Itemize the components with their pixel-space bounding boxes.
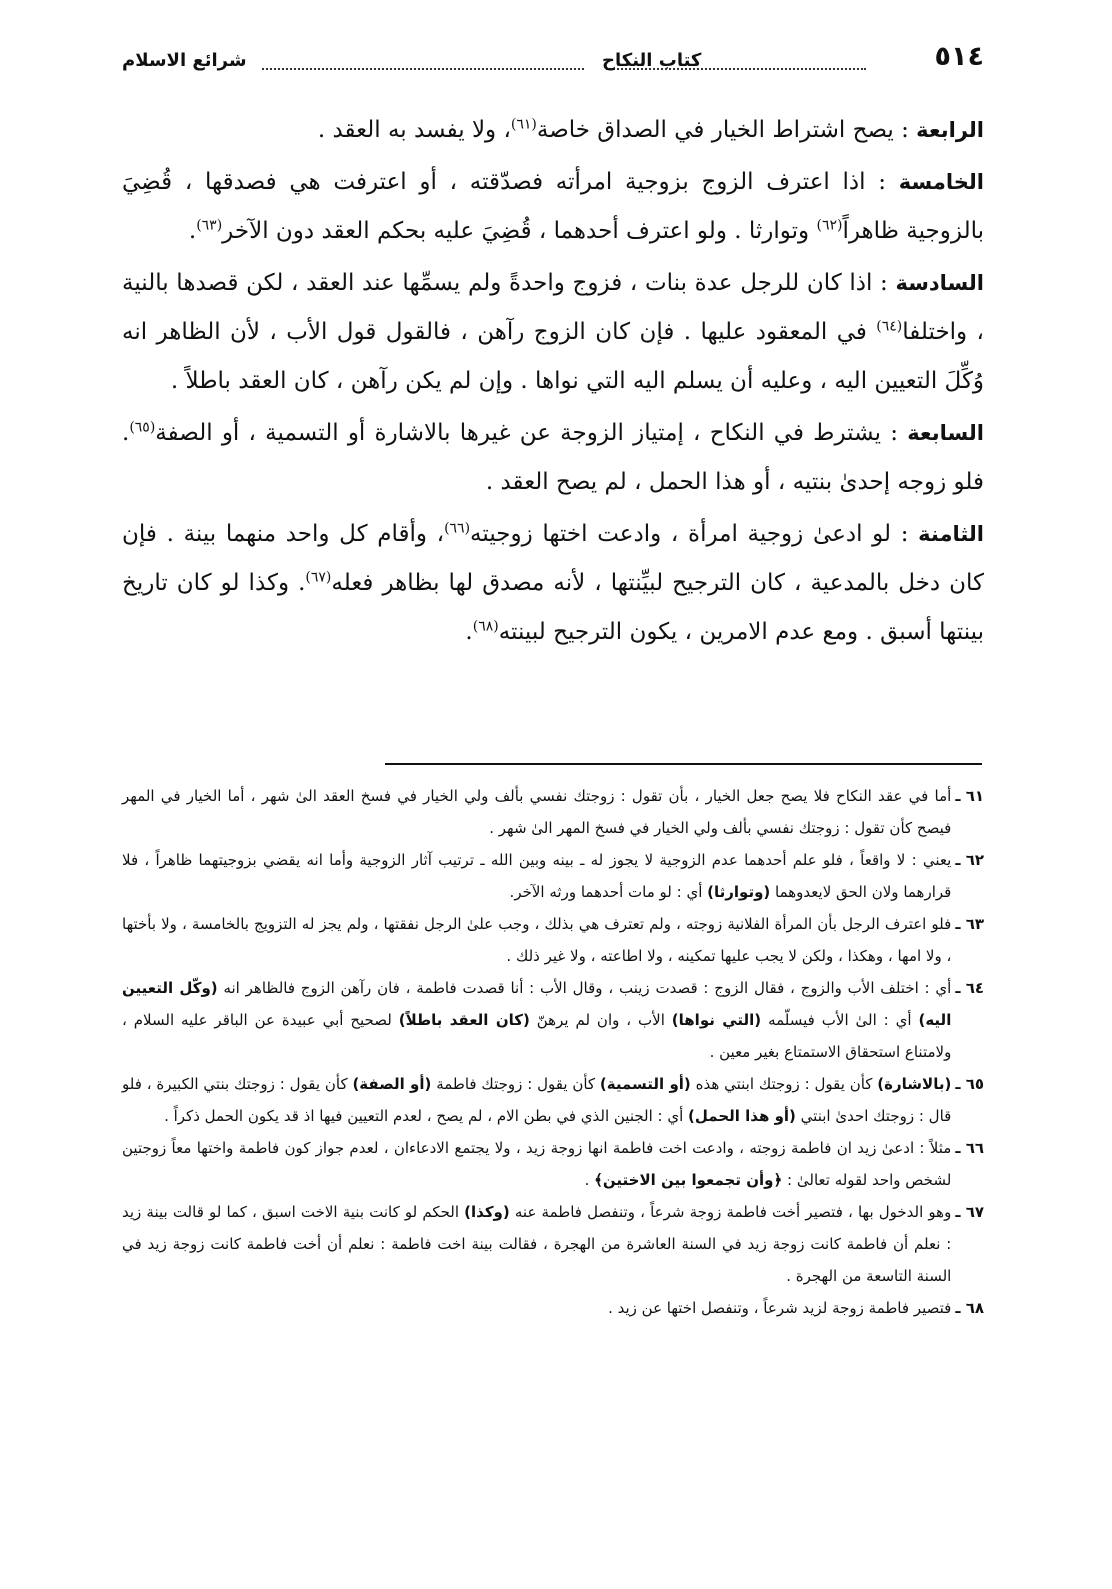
footnote-number: ٦٥ ـ (955, 1075, 984, 1093)
paragraph-text: . (465, 619, 473, 645)
footnote-text (122, 972, 951, 1068)
paragraph-text: . فلو زوجه إحدىٰ بنتيه ، أو هذا الحمل ، لم يصح العقد . (122, 420, 984, 495)
footnote-bold-quote: (كان العقد باطلاً) (398, 1011, 530, 1029)
footnote-text (122, 1132, 951, 1196)
paragraph-text: . وكذا لو كان تاريخ بينتها أسبق . ومع عدم الامرين ، يكون الترجيح لبينته (122, 570, 984, 645)
header-dots-left (262, 68, 584, 70)
footnote-bold-quote: (وتوارثا) (707, 883, 771, 901)
footnote-run: أي : اختلف الأب والزوج ، فقال الزوج : قصدت زينب ، وقال الأب : أنا قصدت فاطمة ، فان رآهن الزوج فالظاهر انه (217, 979, 952, 997)
footnote-number: ٦٢ ـ (955, 851, 984, 869)
footnote-ref: (٦١) (510, 116, 537, 133)
running-header (122, 41, 984, 84)
footnote-number: ٦٨ ـ (955, 1299, 984, 1317)
paragraph-lead: الرابعة (916, 118, 984, 142)
footnote-text (122, 1196, 951, 1292)
paragraph (122, 409, 984, 507)
footnote-bold-quote: (أو التسمية) (599, 1075, 691, 1093)
footnote-ref: (٦٤) (876, 318, 903, 335)
footnote-bold-quote: ﴿وأن تجمعوا بين الاختين﴾ (594, 1171, 783, 1189)
footnote-bold-quote: (وكذا) (464, 1203, 510, 1221)
main-text (122, 106, 984, 660)
footnote-run: الحكم لو كانت بنية الاخت اسبق ، كما لو قالت بينة زيد : نعلم أن فاطمة كانت زوجة زيد في السنة العاشرة من الهجرة ، فقالت بينة اخت فاطمة : نعلم أن أخت فاطمة كانت زوجة زيد في السنة التاسعة من الهجرة . (122, 1203, 952, 1285)
paragraph (122, 158, 984, 256)
paragraph-lead: الخامسة (898, 170, 984, 194)
footnote-bold-quote: (بالاشارة) (877, 1075, 952, 1093)
paragraph (122, 106, 984, 155)
footnote-ref: (٦٢) (816, 217, 843, 234)
footnote-ref: (٦٦) (444, 520, 471, 537)
footnote-run: أي : لو مات أحدهما ورثه الآخر. (509, 883, 708, 901)
footnotes (122, 780, 984, 1324)
paragraph-lead: الثامنة (918, 522, 984, 546)
paragraph-lead: السادسة (895, 271, 984, 295)
footnote (122, 972, 984, 1068)
footnote-ref: (٦٥) (129, 419, 156, 436)
footnote-run: فتصير فاطمة زوجة لزيد شرعاً ، وتنفصل اختها عن زيد . (608, 1299, 952, 1317)
footnote-run: أي : الجنين الذي في بطن الام ، لم يصح ، لعدم التعيين فيها اذ قد يكون الحمل ذكراً . (164, 1107, 689, 1125)
footnote (122, 780, 984, 844)
footnote-run: أي : الىٰ الأب فيسلّمه (761, 1011, 919, 1029)
footnote-ref: (٦٣) (196, 217, 223, 234)
footnote-separator (385, 763, 982, 765)
footnote-bold-quote: (أو هذا الحمل) (688, 1107, 796, 1125)
series-title: شرائع الاسلام (122, 50, 247, 71)
footnote-run: أما في عقد النكاح فلا يصح جعل الخيار ، بأن تقول : زوجتك نفسي بألف ولي الخيار في فسخ العقد الىٰ شهر ، أما الخيار في المهر فيصح كأن تقول : زوجتك نفسي بألف ولي الخيار في فسخ المهر الىٰ شهر . (122, 787, 952, 837)
footnote-run: يعني : لا واقعاً ، فلو علم أحدهما عدم الزوجية لا يجوز له ـ بينه وبين الله ـ ترتيب آثار الزوجية وأما انه يقضي بزوجيتهما ظاهراً ، فلا قرارهما ولان الحق لايعدوهما (122, 851, 952, 901)
paragraph-text: : اذا اعترف الزوج بزوجية امرأته فصدّقته ، أو اعترفت هي فصدقها ، قُضِيَ بالزوجية ظاهراً (122, 169, 984, 244)
footnote-run: لصحيح أبي عبيدة عن الباقر عليه السلام ، ولامتناع استحقاق الاستمتاع بغير معين . (122, 1011, 952, 1061)
footnote-run: كأن يقول : زوجتك فاطمة (431, 1075, 600, 1093)
paragraph-text: . (188, 218, 197, 244)
footnote-run: فلو اعترف الرجل بأن المرأة الفلانية زوجته ، ولم تعترف هي بذلك ، وجب علىٰ الرجل نفقتها ، ولم يجز له التزويج بالخامسة ، ولا بأختها ، ولا امها ، وهكذا ، ولكن لا يجب عليها تمكينه ، ولا اطاعته ، ولا غير ذلك . (122, 915, 952, 965)
footnote-ref: (٦٨) (472, 618, 499, 635)
book-title: كتاب النكاح (602, 50, 702, 71)
footnote-text (122, 780, 951, 844)
footnote-text (122, 1068, 951, 1132)
footnote-text (122, 908, 951, 972)
paragraph-text: : يشترط في النكاح ، إمتياز الزوجة عن غيرها بالاشارة أو التسمية ، أو الصفة (155, 420, 908, 446)
footnote-number: ٦١ ـ (955, 787, 984, 805)
footnote-number: ٦٣ ـ (955, 915, 984, 933)
footnote (122, 1292, 984, 1324)
footnote-number: ٦٧ ـ (955, 1203, 984, 1221)
footnote (122, 1132, 984, 1196)
footnote-bold-quote: (التي نواها) (671, 1011, 762, 1029)
footnote-run: مثلاً : ادعىٰ زيد ان فاطمة زوجته ، وادعت اخت فاطمة انها زوجة زيد ، ولا يجتمع الادعاءان ، لعدم جواز كون فاطمة واختها معاً زوجتين لشخص واحد لقوله تعالىٰ : (122, 1139, 952, 1189)
footnote (122, 908, 984, 972)
footnote (122, 1068, 984, 1132)
paragraph-text: : اذا كان للرجل عدة بنات ، فزوج واحدةً ولم يسمِّها عند العقد ، لكن قصدها بالنية ، واختلفا (122, 270, 984, 345)
footnote-number: ٦٤ ـ (955, 979, 984, 997)
footnote-text (122, 1292, 951, 1324)
paragraph (122, 510, 984, 657)
paragraph-lead: السابعة (907, 421, 984, 445)
footnote-ref: (٦٧) (305, 569, 332, 586)
footnote-run: الأب ، وان لم يرهنّ (529, 1011, 672, 1029)
footnote-number: ٦٦ ـ (955, 1139, 984, 1157)
footnote-run: كأن يقول : زوجتك بنتي الكبيرة ، فلو قال : زوجتك احدىٰ ابنتي (122, 1075, 952, 1125)
footnote (122, 844, 984, 908)
paragraph-text: وتوارثا . ولو اعترف أحدهما ، قُضِيَ عليه بحكم العقد دون الآخر (222, 218, 817, 244)
paragraph-text: : يصح اشتراط الخيار في الصداق خاصة (536, 117, 917, 143)
paragraph-text: : لو ادعىٰ زوجية امرأة ، وادعت اختها زوجيته (470, 521, 919, 547)
page-number: ٥١٤ (934, 41, 984, 72)
footnote-bold-quote: (أو الصفة) (352, 1075, 432, 1093)
paragraph-text: في المعقود عليها . فإن كان الزوج رآهن ، فالقول قول الأب ، لأن الظاهر انه وُكِّلَ التعيين اليه ، وعليه أن يسلم اليه التي نواها . وإن لم يكن رآهن ، كان العقد باطلاً . (122, 319, 984, 394)
paragraph-text: ، وأقام كل واحد منهما بينة . فإن كان دخل بالمدعية ، كان الترجيح لبيِّنتها ، لأنه مصدق لها بظاهر فعله (122, 521, 984, 596)
footnote-run: . (584, 1171, 595, 1189)
footnote-text (122, 844, 951, 908)
paragraph (122, 259, 984, 406)
footnote (122, 1196, 984, 1292)
paragraph-text: ، ولا يفسد به العقد . (317, 117, 511, 143)
footnote-run: كأن يقول : زوجتك ابنتي هذه (690, 1075, 878, 1093)
footnote-run: وهو الدخول بها ، فتصير أخت فاطمة زوجة شرعاً ، وتنفصل فاطمة عنه (509, 1203, 952, 1221)
footnote-bold-quote: (وكّل التعيين اليه) (122, 979, 952, 1029)
